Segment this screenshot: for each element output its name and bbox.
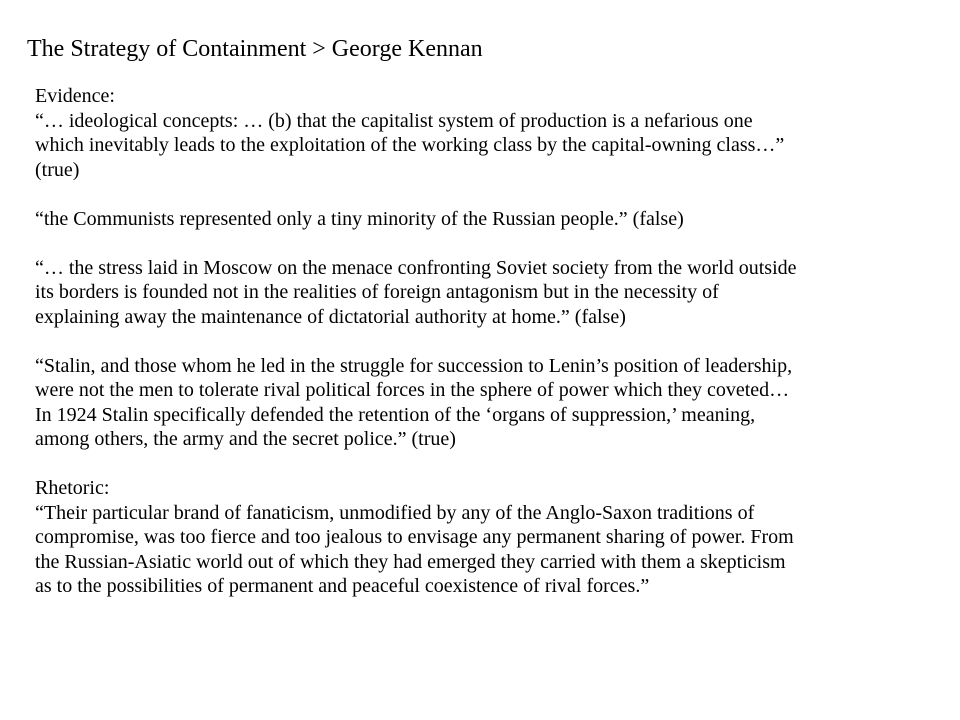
evidence-quote-3: “… the stress laid in Moscow on the menace confronting Soviet society from the world outside its borders is founded not in the realities of foreign antagonism but in the necessity of explaining away the maintenance of dictatorial authority at home.” (false) (35, 256, 797, 328)
spacer (35, 231, 950, 256)
evidence-heading: Evidence: (35, 85, 115, 107)
rhetoric-quote: “Their particular brand of fanaticism, unmodified by any of the Anglo-Saxon traditions of compromise, was too fierce and too jealous to envisage any permanent sharing of power. From the Russian-Asiatic world out of which they had emerged they carried with them a skepticism as to the possibilities of permanent and peaceful coexistence of rival forces.” (35, 501, 794, 597)
spacer (35, 329, 950, 354)
spacer (35, 452, 950, 477)
evidence-quote-1: “… ideological concepts: … (b) that the capitalist system of production is a nefarious one which inevitably leads to the exploitation of the working class by the capital-owning class…” (true) (35, 109, 785, 181)
slide-title: The Strategy of Containment > George Kennan (27, 36, 483, 62)
rhetoric-heading: Rhetoric: (35, 477, 110, 499)
evidence-quote-2: “the Communists represented only a tiny minority of the Russian people.” (false) (35, 207, 684, 230)
spacer (35, 182, 950, 207)
evidence-quote-4: “Stalin, and those whom he led in the struggle for succession to Lenin’s position of leadership, were not the men to tolerate rival political forces in the sphere of power which they coveted… In 1924 Stalin specifically defended the retention of the ‘organs of suppression,’ meaning, among others, the army and the secret police.” (true) (35, 354, 793, 450)
slide-body (35, 84, 950, 599)
